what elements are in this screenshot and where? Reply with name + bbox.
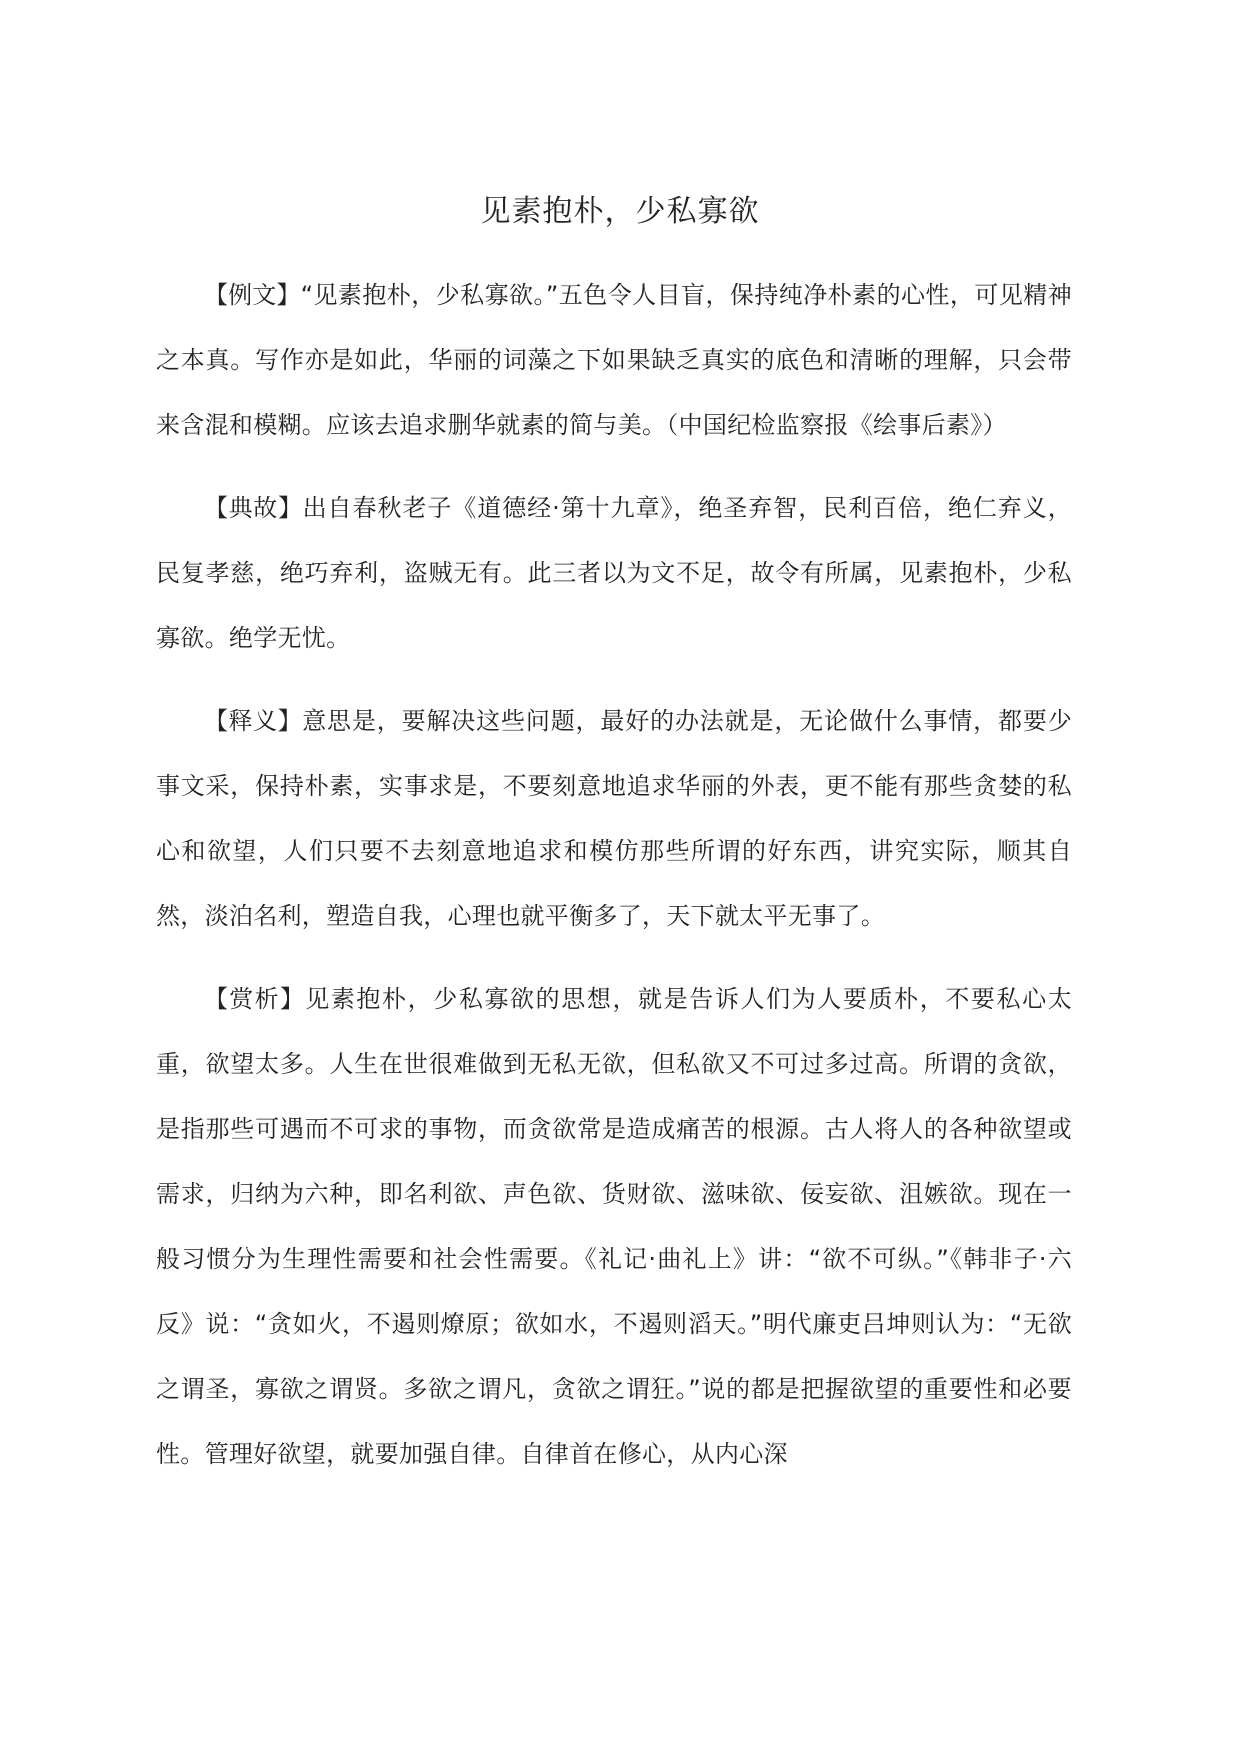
paragraph-text: 出自春秋老子《道德经·第十九章》，绝圣弃智，民利百倍，绝仁弃义，民复孝慈，绝巧弃利，盗贼无有。此三者以为文不足，故令有所属，见素抱朴，少私寡欲。绝学无忧。 bbox=[156, 494, 1072, 652]
paragraph-text: 意思是，要解决这些问题，最好的办法就是，无论做什么事情，都要少事文采，保持朴素，实事求是，不要刻意地追求华丽的外表，更不能有那些贪婪的私心和欲望，人们只要不去刻意地追求和模仿那些所谓的好东西，讲究实际，顺其自然，淡泊名利，塑造自我，心理也就平衡多了，天下就太平无事了。 bbox=[156, 707, 1072, 930]
document-title: 见素抱朴，少私寡欲 bbox=[480, 194, 760, 229]
paragraph-text: “见素抱朴，少私寡欲。”五色令人目盲，保持纯净朴素的心性，可见精神之本真。写作亦是如此，华丽的词藻之下如果缺乏真实的底色和清晰的理解，只会带来含混和模糊。应该去追求删华就素的简与美。（中国纪检监察报《绘事后素》） bbox=[156, 281, 1073, 439]
paragraph-meaning bbox=[156, 689, 1072, 949]
document-body bbox=[156, 263, 1072, 1505]
paragraph-allusion bbox=[156, 476, 1072, 671]
paragraph-tag: 【释义】 bbox=[204, 707, 303, 735]
paragraph-text: 见素抱朴，少私寡欲的思想，就是告诉人们为人要质朴，不要私心太重，欲望太多。人生在世很难做到无私无欲，但私欲又不可过多过高。所谓的贪欲，是指那些可遇而不可求的事物，而贪欲常是造成痛苦的根源。古人将人的各种欲望或需求，归纳为六种，即名利欲、声色欲、货财欲、滋味欲、佞妄欲、沮嫉欲。现在一般习惯分为生理性需要和社会性需要。《礼记·曲礼上》讲：“欲不可纵。”《韩非子·六反》说：“贪如火，不遏则燎原；欲如水，不遏则滔天。”明代廉吏吕坤则认为：“无欲之谓圣，寡欲之谓贤。多欲之谓凡，贪欲之谓狂。”说的都是把握欲望的重要性和必要性。管理好欲望，就要加强自律。自律首在修心，从内心深 bbox=[156, 985, 1073, 1468]
paragraph-appreciation bbox=[156, 967, 1072, 1487]
paragraph-tag: 【赏析】 bbox=[204, 985, 306, 1013]
paragraph-tag: 【典故】 bbox=[204, 494, 303, 522]
paragraph-example bbox=[156, 263, 1072, 458]
paragraph-tag: 【例文】 bbox=[204, 281, 301, 309]
